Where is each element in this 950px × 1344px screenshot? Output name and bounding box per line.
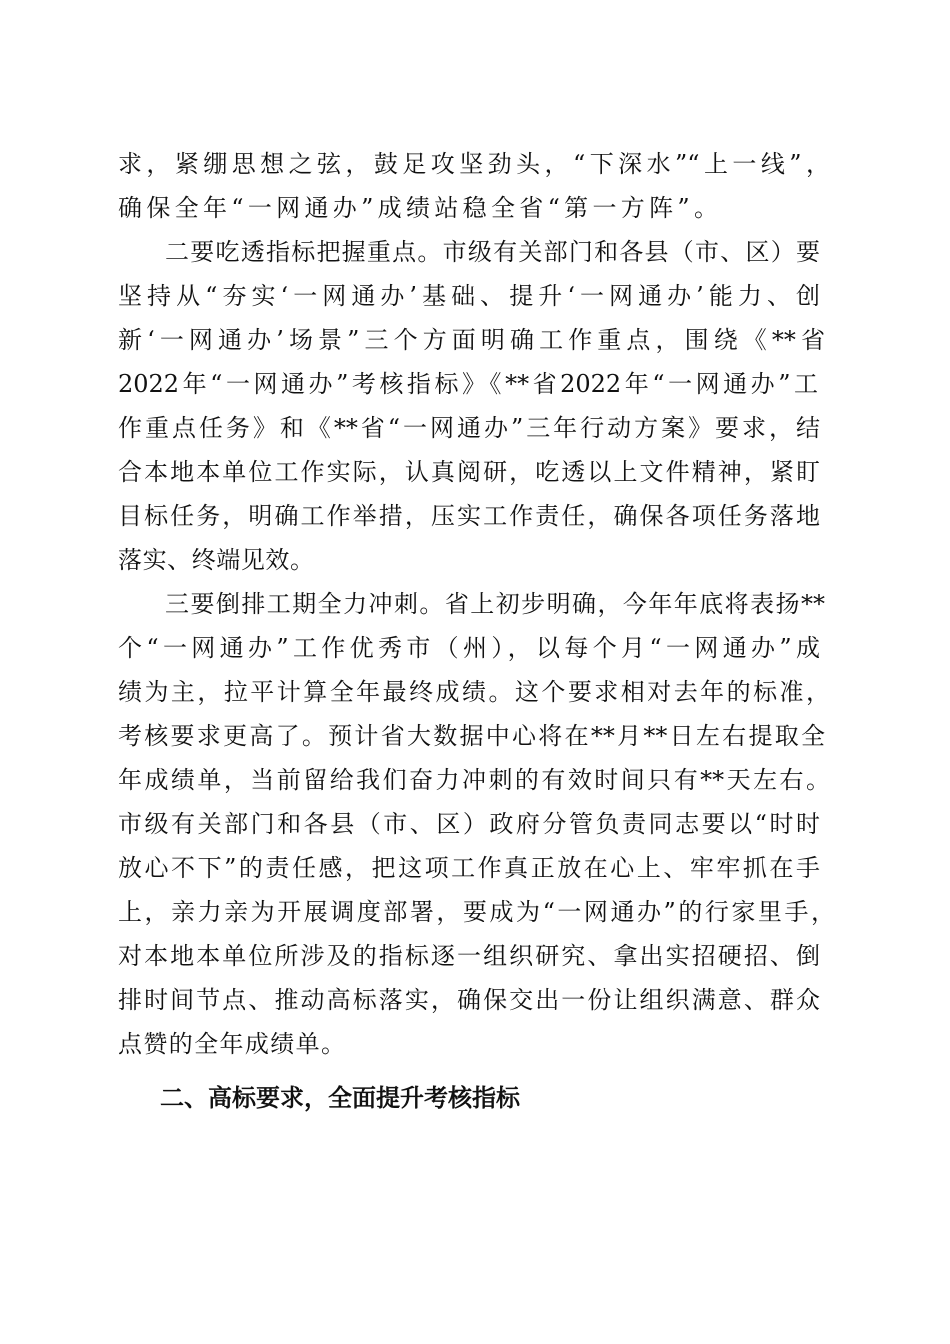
line-text: 点赞的全年成绩单。: [118, 1030, 345, 1058]
text-line: [0, 318, 950, 362]
text-line: [0, 758, 950, 802]
text-line: [0, 142, 950, 186]
line-text: 求，紧绷思想之弦，鼓足攻坚劲头，“下深水”“上一线”，: [118, 150, 830, 178]
text-line: [0, 626, 950, 670]
text-line: [0, 494, 950, 538]
line-text: 上，亲力亲为开展调度部署，要成为“一网通办”的行家里手，: [118, 898, 835, 926]
line-text: 市级有关部门和各县（市、区）政府分管负责同志要以“时时: [118, 810, 820, 838]
line-text: 2022年“一网通办”考核指标》《**省2022年“一网通办”工: [118, 370, 818, 398]
line-text: 年成绩单，当前留给我们奋力冲刺的有效时间只有**天左右。: [118, 766, 830, 794]
text-line: [0, 846, 950, 890]
heading-text: 二、高标要求，全面提升考核指标: [160, 1084, 520, 1112]
line-text: 作重点任务》和《**省“一网通办”三年行动方案》要求，结: [118, 414, 820, 442]
text-line: [0, 406, 950, 450]
line-text: 考核要求更高了。预计省大数据中心将在**月**日左右提取全: [118, 722, 825, 750]
text-line: [0, 934, 950, 978]
line-text: 三要倒排工期全力冲刺。省上初步明确，今年年底将表扬**: [165, 590, 825, 618]
text-line: [0, 274, 950, 318]
line-text: 放心不下”的责任感，把这项工作真正放在心上、牢牢抓在手: [118, 854, 820, 882]
section-heading: [0, 1076, 950, 1120]
text-line: [0, 802, 950, 846]
text-line: [0, 362, 950, 406]
line-text: 落实、终端见效。: [118, 546, 314, 574]
paragraph-first-line: [0, 230, 950, 274]
text-line: [0, 186, 950, 230]
line-text: 绩为主，拉平计算全年最终成绩。这个要求相对去年的标准，: [118, 678, 830, 706]
line-text: 新‘一网通办’场景”三个方面明确工作重点，围绕《**省: [118, 326, 825, 354]
line-text: 排时间节点、推动高标落实，确保交出一份让组织满意、群众: [118, 986, 820, 1014]
line-text: 个“一网通办”工作优秀市（州），以每个月“一网通办”成: [118, 634, 820, 662]
line-text: 对本地本单位所涉及的指标逐一组织研究、拿出实招硬招、倒: [118, 942, 820, 970]
text-line: [0, 538, 950, 582]
text-line: [0, 1022, 950, 1066]
line-text: 确保全年“一网通办”成绩站稳全省“第一方阵”。: [118, 194, 718, 222]
text-line: [0, 890, 950, 934]
line-text: 坚持从“夯实‘一网通办’基础、提升‘一网通办’能力、创: [118, 282, 820, 310]
text-line: [0, 450, 950, 494]
text-line: [0, 978, 950, 1022]
text-line: [0, 670, 950, 714]
line-text: 二要吃透指标把握重点。市级有关部门和各县（市、区）要: [165, 238, 820, 266]
line-text: 合本地本单位工作实际，认真阅研，吃透以上文件精神，紧盯: [118, 458, 820, 486]
paragraph-first-line: [0, 582, 950, 626]
line-text: 目标任务，明确工作举措，压实工作责任，确保各项任务落地: [118, 502, 820, 530]
text-line: [0, 714, 950, 758]
